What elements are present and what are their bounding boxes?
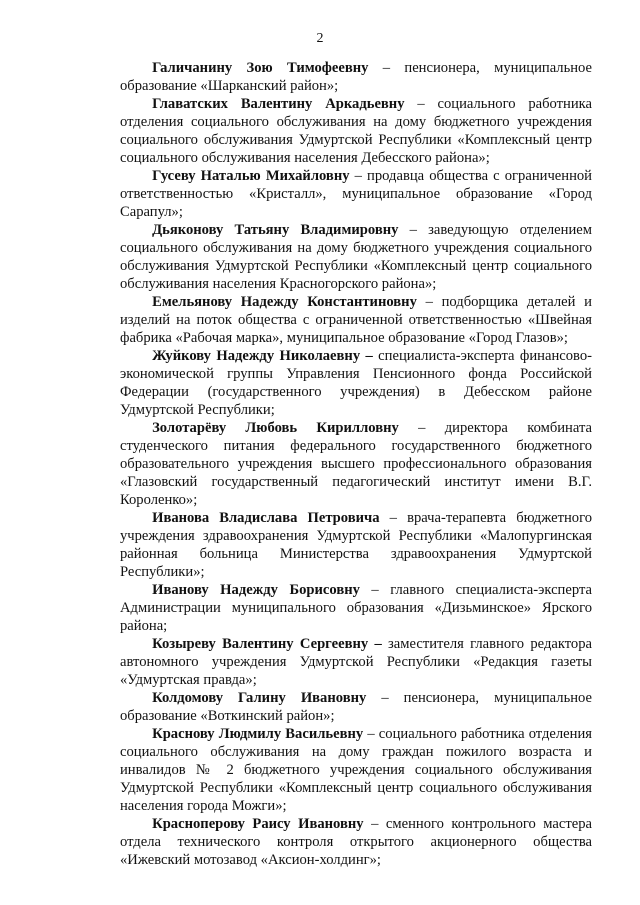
person-description: – главного специалиста-эксперта Администрации муниципального образования «Дизьминское» Ярского района; [120,582,592,634]
award-entry-10 [120,635,592,689]
person-name: Галичанину Зою Тимофеевну [152,60,369,76]
person-name: Жуйкову Надежду Николаевну – [152,348,373,364]
person-description: – пенсионера, муниципальное образование «Воткинский район»; [120,690,592,724]
person-name: Козыреву Валентину Сергеевну – [152,636,382,652]
person-name: Краснову Людмилу Васильевну [152,726,364,742]
person-name: Иванову Надежду Борисовну [152,582,360,598]
award-entry-1 [120,59,592,95]
person-description: – пенсионера, муниципальное образование «Шарканский район»; [120,60,592,94]
award-entry-9 [120,581,592,635]
person-description: специалиста-эксперта финансово-экономической группы Управления Пенсионного фонда Российской Федерации (государственного учреждения) в Дебесском районе Удмуртской Республики; [120,348,592,418]
award-entry-6 [120,347,592,419]
person-name: Главатских Валентину Аркадьевну [152,96,405,112]
person-name: Иванова Владислава Петровича [152,510,380,526]
award-entry-7 [120,419,592,509]
person-name: Золотарёву Любовь Кирилловну [152,420,399,436]
person-description: – врача-терапевта бюджетного учреждения здравоохранения Удмуртской Республики «Малопургинская районная больница Министерства здравоохранения Удмуртской Республики»; [120,510,592,580]
document-body [120,59,592,869]
person-description: – директора комбината студенческого питания федерального государственного бюджетного образовательного учреждения высшего профессионального образования «Глазовский государственный педагогический институт имени В.Г. Короленко»; [120,420,593,508]
award-entry-4 [120,221,592,293]
person-name: Красноперову Раису Ивановну [152,816,364,832]
person-name: Колдомову Галину Ивановну [152,690,367,706]
person-name: Емельянову Надежду Константиновну [152,294,417,310]
person-name: Гусеву Наталью Михайловну [152,168,350,184]
person-description: заместителя главного редактора автономного учреждения Удмуртской Республики «Редакция газеты «Удмуртская правда»; [120,636,592,688]
person-name: Дьяконову Татьяну Владимировну [152,222,399,238]
award-entry-12 [120,725,592,815]
person-description: – социального работника отделения социального обслуживания на дому граждан пожилого возраста и инвалидов № 2 бюджетного учреждения социального обслуживания Удмуртской Республики «Комплексный центр социального обслуживания населения города Можги»; [120,726,592,814]
page-number: 2 [316,31,324,46]
award-entry-11 [120,689,592,725]
award-entry-8 [120,509,592,581]
person-description: – продавца общества с ограниченной ответственностью «Кристалл», муниципальное образование «Город Сарапул»; [120,168,592,220]
award-entry-13 [120,815,592,869]
person-description: – заведующую отделением социального обслуживания на дому бюджетного учреждения социального обслуживания Удмуртской Республики «Комплексный центр социального обслуживания населения Красногорского района»; [120,222,592,292]
person-description: – подборщика деталей и изделий на поток общества с ограниченной ответственностью «Швейная фабрика «Рабочая марка», муниципальное образование «Город Глазов»; [120,294,592,346]
award-entry-3 [120,167,592,221]
award-entry-5 [120,293,592,347]
award-entry-2 [120,95,592,167]
person-description: – социального работника отделения социального обслуживания на дому бюджетного учреждения социального обслуживания Удмуртской Республики «Комплексный центр социального обслуживания населения Дебесского района»; [120,96,592,166]
person-description: – сменного контрольного мастера отдела технического контроля открытого акционерного общества «Ижевский мотозавод «Аксион-холдинг»; [120,816,593,868]
